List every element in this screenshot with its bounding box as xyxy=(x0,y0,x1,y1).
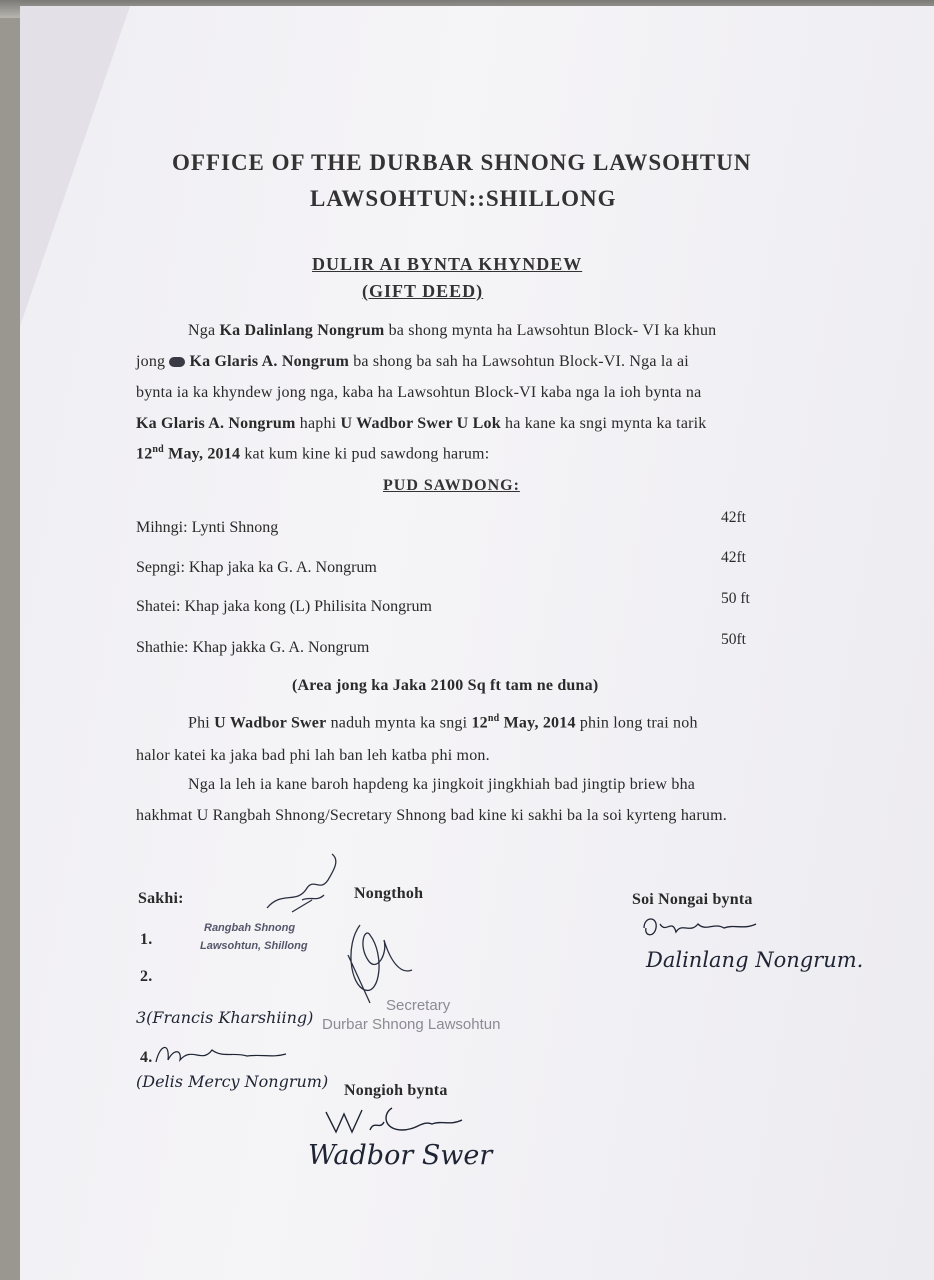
receiver-name: U Wadbor Swer xyxy=(214,714,327,732)
para3-line1: Nga la leh ia kane baroh hapdeng ka jingkoit jingkhiah bad jingtip briew bha xyxy=(188,776,696,793)
receiver-signature xyxy=(322,1100,472,1140)
boundary-row-mihngi: Mihngi: Lynti Shnong xyxy=(136,519,279,536)
boundary-measure-sepngi: 42ft xyxy=(721,549,746,566)
text: phin long trai noh xyxy=(575,714,698,732)
receiver-label: Nongioh bynta xyxy=(344,1082,448,1099)
text: ba shong mynta ha Lawsohtun Block- VI ka khun xyxy=(384,322,717,339)
para1-line5 xyxy=(136,444,489,463)
mother-name: Ka Glaris A. Nongrum xyxy=(189,353,350,370)
source-name: Ka Glaris A. Nongrum xyxy=(136,415,296,432)
rangbah-stamp-line2: Lawsohtun, Shillong xyxy=(200,940,308,952)
office-place: LAWSOHTUN::SHILLONG xyxy=(310,186,617,211)
para1-line3: bynta ia ka khyndew jong nga, kaba ha Lawsohtun Block-VI kaba nga la ioh bynta na xyxy=(136,384,702,401)
witness-number-4: 4. xyxy=(140,1049,153,1066)
para1-line2 xyxy=(136,353,689,371)
ink-blot-icon xyxy=(169,357,185,367)
boundary-row-sepngi: Sepngi: Khap jaka ka G. A. Nongrum xyxy=(136,559,377,576)
text: Phi xyxy=(188,714,215,732)
text: haphi xyxy=(295,415,341,432)
giver-label: Soi Nongai bynta xyxy=(632,891,753,908)
witness-label: Sakhi: xyxy=(138,890,184,907)
date-month-year: May, 2014 xyxy=(163,445,241,463)
date-day: 12 xyxy=(136,445,153,463)
witness-number-2: 2. xyxy=(140,968,153,985)
receiver-name: U Wadbor Swer U Lok xyxy=(340,415,501,432)
para1-line1 xyxy=(188,322,716,340)
secretary-signature xyxy=(340,915,430,1010)
giver-name: Ka Dalinlang Nongrum xyxy=(219,322,385,339)
text: Nga xyxy=(188,322,220,339)
boundary-row-shathie: Shathie: Khap jakka G. A. Nongrum xyxy=(136,639,370,656)
deed-subtitle: (GIFT DEED) xyxy=(362,281,484,301)
text: ba shong ba sah ha Lawsohtun Block-VI. Nga la ai xyxy=(349,353,689,370)
boundary-measure-shatei: 50 ft xyxy=(721,590,750,607)
date-month-year: May, 2014 xyxy=(499,714,576,732)
date-suffix: nd xyxy=(487,713,500,724)
office-title: OFFICE OF THE DURBAR SHNONG LAWSOHTUN xyxy=(172,150,752,175)
area-note: (Area jong ka Jaka 2100 Sq ft tam ne duna) xyxy=(292,677,599,694)
text: naduh mynta ka sngi xyxy=(326,714,472,732)
boundary-row-shatei: Shatei: Khap jaka kong (L) Philisita Nongrum xyxy=(136,598,432,615)
nongthoh-label: Nongthoh xyxy=(354,885,424,902)
page-fold-shadow xyxy=(20,6,130,326)
text: ha kane ka sngi mynta ka tarik xyxy=(500,415,707,432)
para3-line2: hakhmat U Rangbah Shnong/Secretary Shnong bad kine ki sakhi ba la soi kyrteng harum. xyxy=(136,807,727,824)
giver-name: Dalinlang Nongrum. xyxy=(646,948,864,972)
nongthoh-signature xyxy=(262,850,362,920)
witness-number-1: 1. xyxy=(140,931,153,948)
para1-line4 xyxy=(136,415,707,433)
deed-title: DULIR AI BYNTA KHYNDEW xyxy=(312,254,583,274)
boundaries-title: PUD SAWDONG: xyxy=(383,477,520,494)
boundary-measure-shathie: 50ft xyxy=(721,631,746,648)
witness-4-name: (Delis Mercy Nongrum) xyxy=(136,1072,329,1091)
witness-3: 3(Francis Kharshiing) xyxy=(136,1008,314,1027)
date-day: 12 xyxy=(471,714,488,732)
text: jong xyxy=(136,353,170,370)
giver-initial-signature xyxy=(640,910,760,942)
boundary-measure-mihngi: 42ft xyxy=(721,509,746,526)
rangbah-stamp-line1: Rangbah Shnong xyxy=(204,922,296,934)
text: kat kum kine ki pud sawdong harum: xyxy=(240,445,490,463)
para2-line1 xyxy=(188,713,698,732)
secretary-stamp-line1: Secretary xyxy=(386,997,451,1014)
witness-4-signature xyxy=(152,1036,292,1070)
receiver-name: Wadbor Swer xyxy=(308,1140,493,1171)
date-suffix: nd xyxy=(152,444,164,455)
secretary-stamp-line2: Durbar Shnong Lawsohtun xyxy=(322,1016,501,1033)
para2-line2: halor katei ka jaka bad phi lah ban leh katba phi mon. xyxy=(136,747,490,764)
